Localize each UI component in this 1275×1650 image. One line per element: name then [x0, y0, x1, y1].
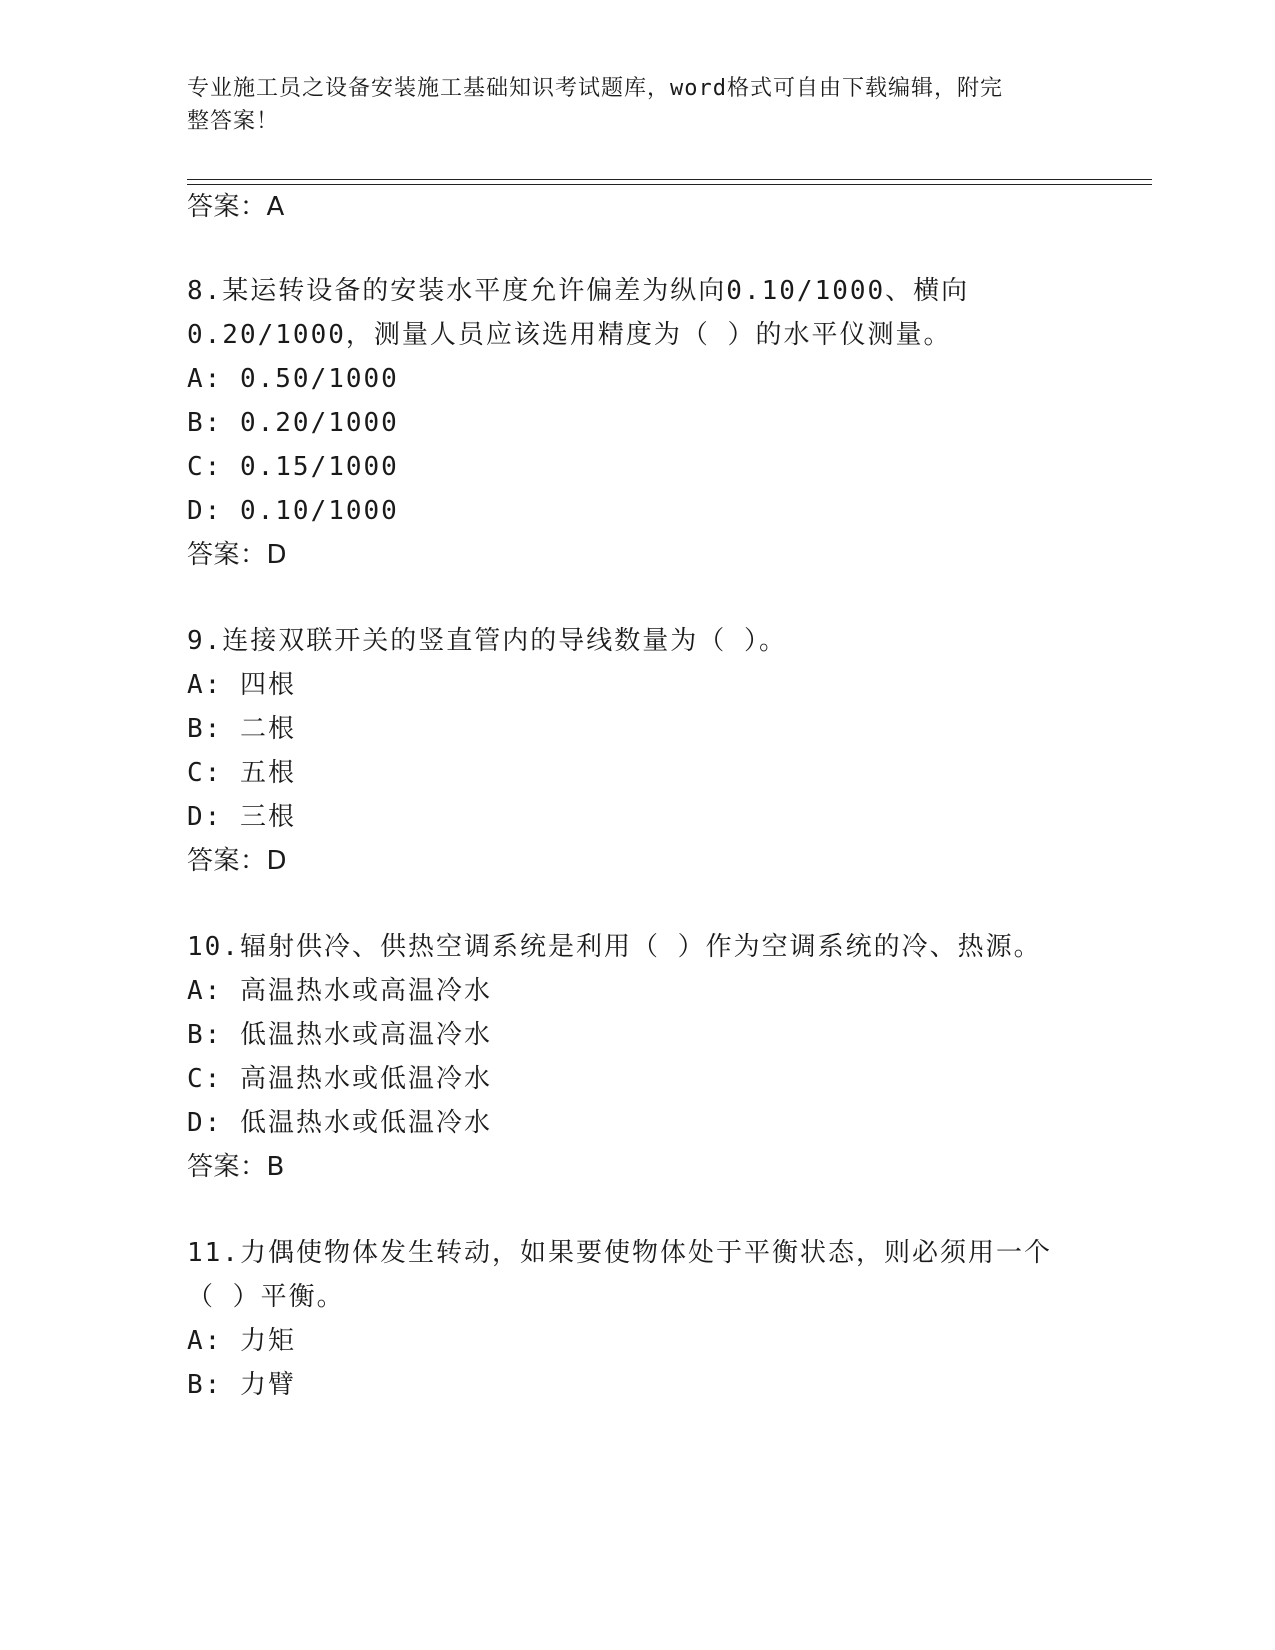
question-10-option-d: D: 低温热水或低温冷水 [187, 1108, 492, 1138]
question-11-option-b: B: 力臂 [187, 1370, 296, 1400]
question-11-option-a: A: 力矩 [187, 1326, 296, 1356]
question-10-stem-line-1: 10.辐射供冷、供热空调系统是利用（ ）作为空调系统的冷、热源。 [187, 932, 1042, 962]
question-9-option-a: A: 四根 [187, 670, 296, 700]
question-10-option-a: A: 高温热水或高温冷水 [187, 976, 492, 1006]
header-line-1: 专业施工员之设备安装施工基础知识考试题库，word格式可自由下载编辑，附完 [187, 76, 1003, 101]
question-9-stem-line-1: 9.连接双联开关的竖直管内的导线数量为（ ）。 [187, 626, 787, 656]
document-header [187, 72, 1067, 138]
question-10-option-c: C: 高温热水或低温冷水 [187, 1064, 492, 1094]
question-8-stem-line-1: 8.某运转设备的安装水平度允许偏差为纵向0.10/1000、横向 [187, 276, 970, 306]
header-line-2: 整答案！ [187, 109, 280, 134]
question-10-option-b: B: 低温热水或高温冷水 [187, 1020, 492, 1050]
question-9-option-c: C: 五根 [187, 758, 296, 788]
question-9-option-b: B: 二根 [187, 714, 296, 744]
question-8-option-b: B: 0.20/1000 [187, 408, 399, 438]
header-divider-bottom [187, 184, 1152, 185]
question-9-answer: 答案：D [187, 846, 288, 876]
question-8-option-d: D: 0.10/1000 [187, 496, 399, 526]
question-8-stem-line-2: 0.20/1000，测量人员应该选用精度为（ ）的水平仪测量。 [187, 320, 952, 350]
previous-answer: 答案：A [187, 192, 285, 222]
question-9-option-d: D: 三根 [187, 802, 296, 832]
header-divider-top [187, 179, 1152, 180]
question-8-answer: 答案：D [187, 540, 288, 570]
question-11-stem-line-2: （ ）平衡。 [187, 1282, 345, 1312]
question-8-option-a: A: 0.50/1000 [187, 364, 399, 394]
question-11-stem-line-1: 11.力偶使物体发生转动，如果要使物体处于平衡状态，则必须用一个 [187, 1238, 1052, 1268]
question-10-answer: 答案：B [187, 1152, 285, 1182]
question-8-option-c: C: 0.15/1000 [187, 452, 399, 482]
